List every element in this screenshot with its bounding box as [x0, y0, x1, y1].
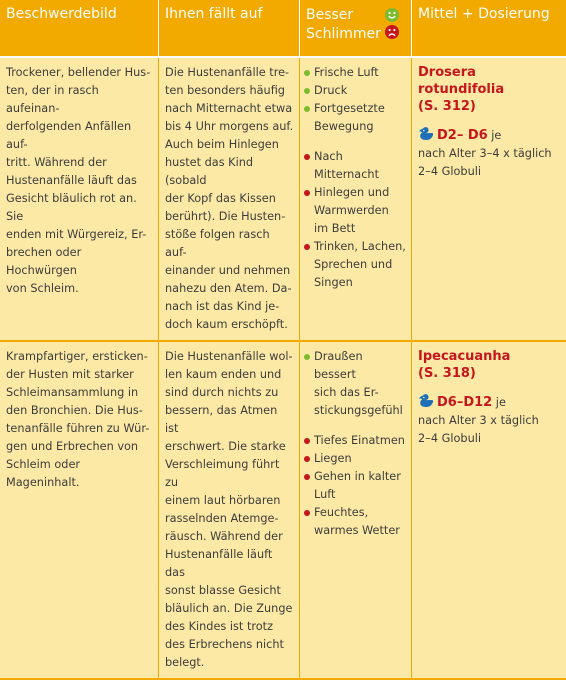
table-row: [0, 342, 566, 680]
remedy-name: Ipecacuanha: [418, 349, 511, 364]
text-line: stöße folgen rasch auf-: [165, 228, 270, 259]
text-line: gen und Erbrechen von: [6, 440, 139, 453]
text-line: Die Hustenanfälle tre-: [165, 66, 290, 79]
better-dot: [304, 106, 310, 112]
text-line: Auch beim Hinlegen: [165, 138, 279, 151]
text-line: tenanfälle führen zu Wür-: [6, 422, 150, 435]
text-line: sind durch nichts zu: [165, 386, 279, 399]
text-line: der Kopf das Kissen: [165, 192, 276, 205]
remedy-page: (S. 312): [418, 99, 476, 114]
header-row: [0, 0, 566, 58]
header-schlimmer: Schlimmer: [306, 26, 381, 42]
schlimmer-list: [304, 148, 406, 292]
schlimmer-item: Nach Mitternacht: [304, 148, 406, 184]
worse-dot: [304, 474, 310, 480]
text-line: den Bronchien. Die Hus-: [6, 404, 143, 417]
text-line: ten, der in rasch aufeinan-: [6, 84, 99, 115]
text-line: einem laut hörbaren: [165, 494, 281, 507]
duck-icon: [418, 394, 434, 408]
text-line: Trockener, bellender Hus-: [6, 66, 151, 79]
text-line: bis 4 Uhr morgens auf.: [165, 120, 294, 133]
header-besser-schlimmer: [300, 0, 412, 58]
header-auffaellig: Ihnen fällt auf: [159, 0, 300, 58]
text-line: bessern, das Atmen ist: [165, 404, 278, 435]
text-line: Hustenanfälle läuft das: [165, 548, 273, 579]
worse-dot: [304, 190, 310, 196]
remedy-page: (S. 318): [418, 366, 476, 381]
better-dot: [304, 354, 310, 360]
better-dot: [304, 88, 310, 94]
besser-item: Druck: [304, 82, 406, 100]
besser-item: Draußen bessert sich das Er- stickungsgefühl: [304, 348, 406, 420]
text-line: Schleimansammlung in: [6, 386, 139, 399]
cell-besser-schlimmer: [300, 58, 412, 342]
schlimmer-list: [304, 432, 406, 540]
text-line: doch kaum erschöpft.: [165, 318, 288, 331]
text-line: der Husten mit starker: [6, 368, 134, 381]
schlimmer-item: Hinlegen und Warmwerden im Bett: [304, 184, 406, 238]
text-line: Verschleimung führt zu: [165, 458, 280, 489]
schlimmer-item: Tiefes Einatmen: [304, 432, 406, 450]
dosage-line: nach Alter 3–4 x täglich: [418, 147, 552, 160]
table-row: [0, 58, 566, 342]
text-line: berührt). Die Husten-: [165, 210, 286, 223]
schlimmer-item: Trinken, Lachen, Sprechen und Singen: [304, 238, 406, 292]
schlimmer-item: Liegen: [304, 450, 406, 468]
cell-auffaellig: [159, 342, 300, 680]
text-line: belegt.: [165, 656, 205, 669]
worse-dot: [304, 510, 310, 516]
dosage: [418, 127, 561, 181]
besser-item: Fortgesetzte Bewegung: [304, 100, 406, 136]
text-line: hustet das Kind (sobald: [165, 156, 254, 187]
text-line: des Erbrechens nicht: [165, 638, 284, 651]
cell-beschwerdebild: [0, 342, 159, 680]
text-line: rasselnden Atemge-: [165, 512, 279, 525]
text-line: räusch. Während der: [165, 530, 283, 543]
text-line: nach ist das Kind je-: [165, 300, 280, 313]
remedy-name: Drosera rotundifolia: [418, 65, 505, 97]
schlimmer-item: Feuchtes, warmes Wetter: [304, 504, 406, 540]
frown-icon: [385, 25, 399, 39]
duck-icon: [418, 127, 434, 141]
text-line: ten besonders häufig: [165, 84, 285, 97]
dosage-line: 2–4 Globuli: [418, 165, 482, 178]
text-line: derfolgenden Anfällen auf-: [6, 120, 132, 151]
text-line: nahezu den Atem. Da-: [165, 282, 292, 295]
text-line: sonst blasse Gesicht: [165, 584, 281, 597]
text-line: len kaum enden und: [165, 368, 282, 381]
header-mittel-dosierung: Mittel + Dosierung: [412, 0, 566, 58]
text-line: tritt. Während der: [6, 156, 107, 169]
dosage-line: nach Alter 3 x täglich: [418, 414, 539, 427]
text-line: Die Hustenanfälle wol-: [165, 350, 293, 363]
cell-auffaellig: [159, 58, 300, 342]
text-line: Gesicht bläulich rot an. Sie: [6, 192, 137, 223]
worse-dot: [304, 456, 310, 462]
cell-mittel-dosierung: [412, 58, 566, 342]
besser-list: [304, 348, 406, 420]
potency-value: D6–D12: [437, 395, 493, 410]
header-besser: Besser: [306, 7, 354, 23]
besser-list: [304, 64, 406, 136]
text-line: bläulich an. Die Zunge: [165, 602, 293, 615]
text-line: Schleim oder Mageninhalt.: [6, 458, 81, 489]
worse-dot: [304, 154, 310, 160]
cell-besser-schlimmer: [300, 342, 412, 680]
cell-beschwerdebild: [0, 58, 159, 342]
text-line: erschwert. Die starke: [165, 440, 286, 453]
text-line: brechen oder Hochwürgen: [6, 246, 82, 277]
dosage: [418, 394, 561, 448]
text-line: Krampfartiger, ersticken-: [6, 350, 148, 363]
better-dot: [304, 70, 310, 76]
text-line: enden mit Würgereiz, Er-: [6, 228, 147, 241]
worse-dot: [304, 438, 310, 444]
worse-dot: [304, 244, 310, 250]
text-line: Hustenanfälle läuft das: [6, 174, 137, 187]
cell-mittel-dosierung: [412, 342, 566, 680]
potency-je: je: [492, 396, 506, 409]
text-line: des Kindes ist trotz: [165, 620, 274, 633]
schlimmer-item: Gehen in kalter Luft: [304, 468, 406, 504]
text-line: nach Mitternacht etwa: [165, 102, 293, 115]
potency-je: je: [487, 129, 502, 142]
text-line: von Schleim.: [6, 282, 79, 295]
dosage-line: 2–4 Globuli: [418, 432, 482, 445]
besser-item: Frische Luft: [304, 64, 406, 82]
header-beschwerdebild: Beschwerdebild: [0, 0, 159, 58]
potency-value: D2– D6: [437, 128, 488, 143]
smile-icon: [385, 8, 399, 22]
text-line: einander und nehmen: [165, 264, 291, 277]
